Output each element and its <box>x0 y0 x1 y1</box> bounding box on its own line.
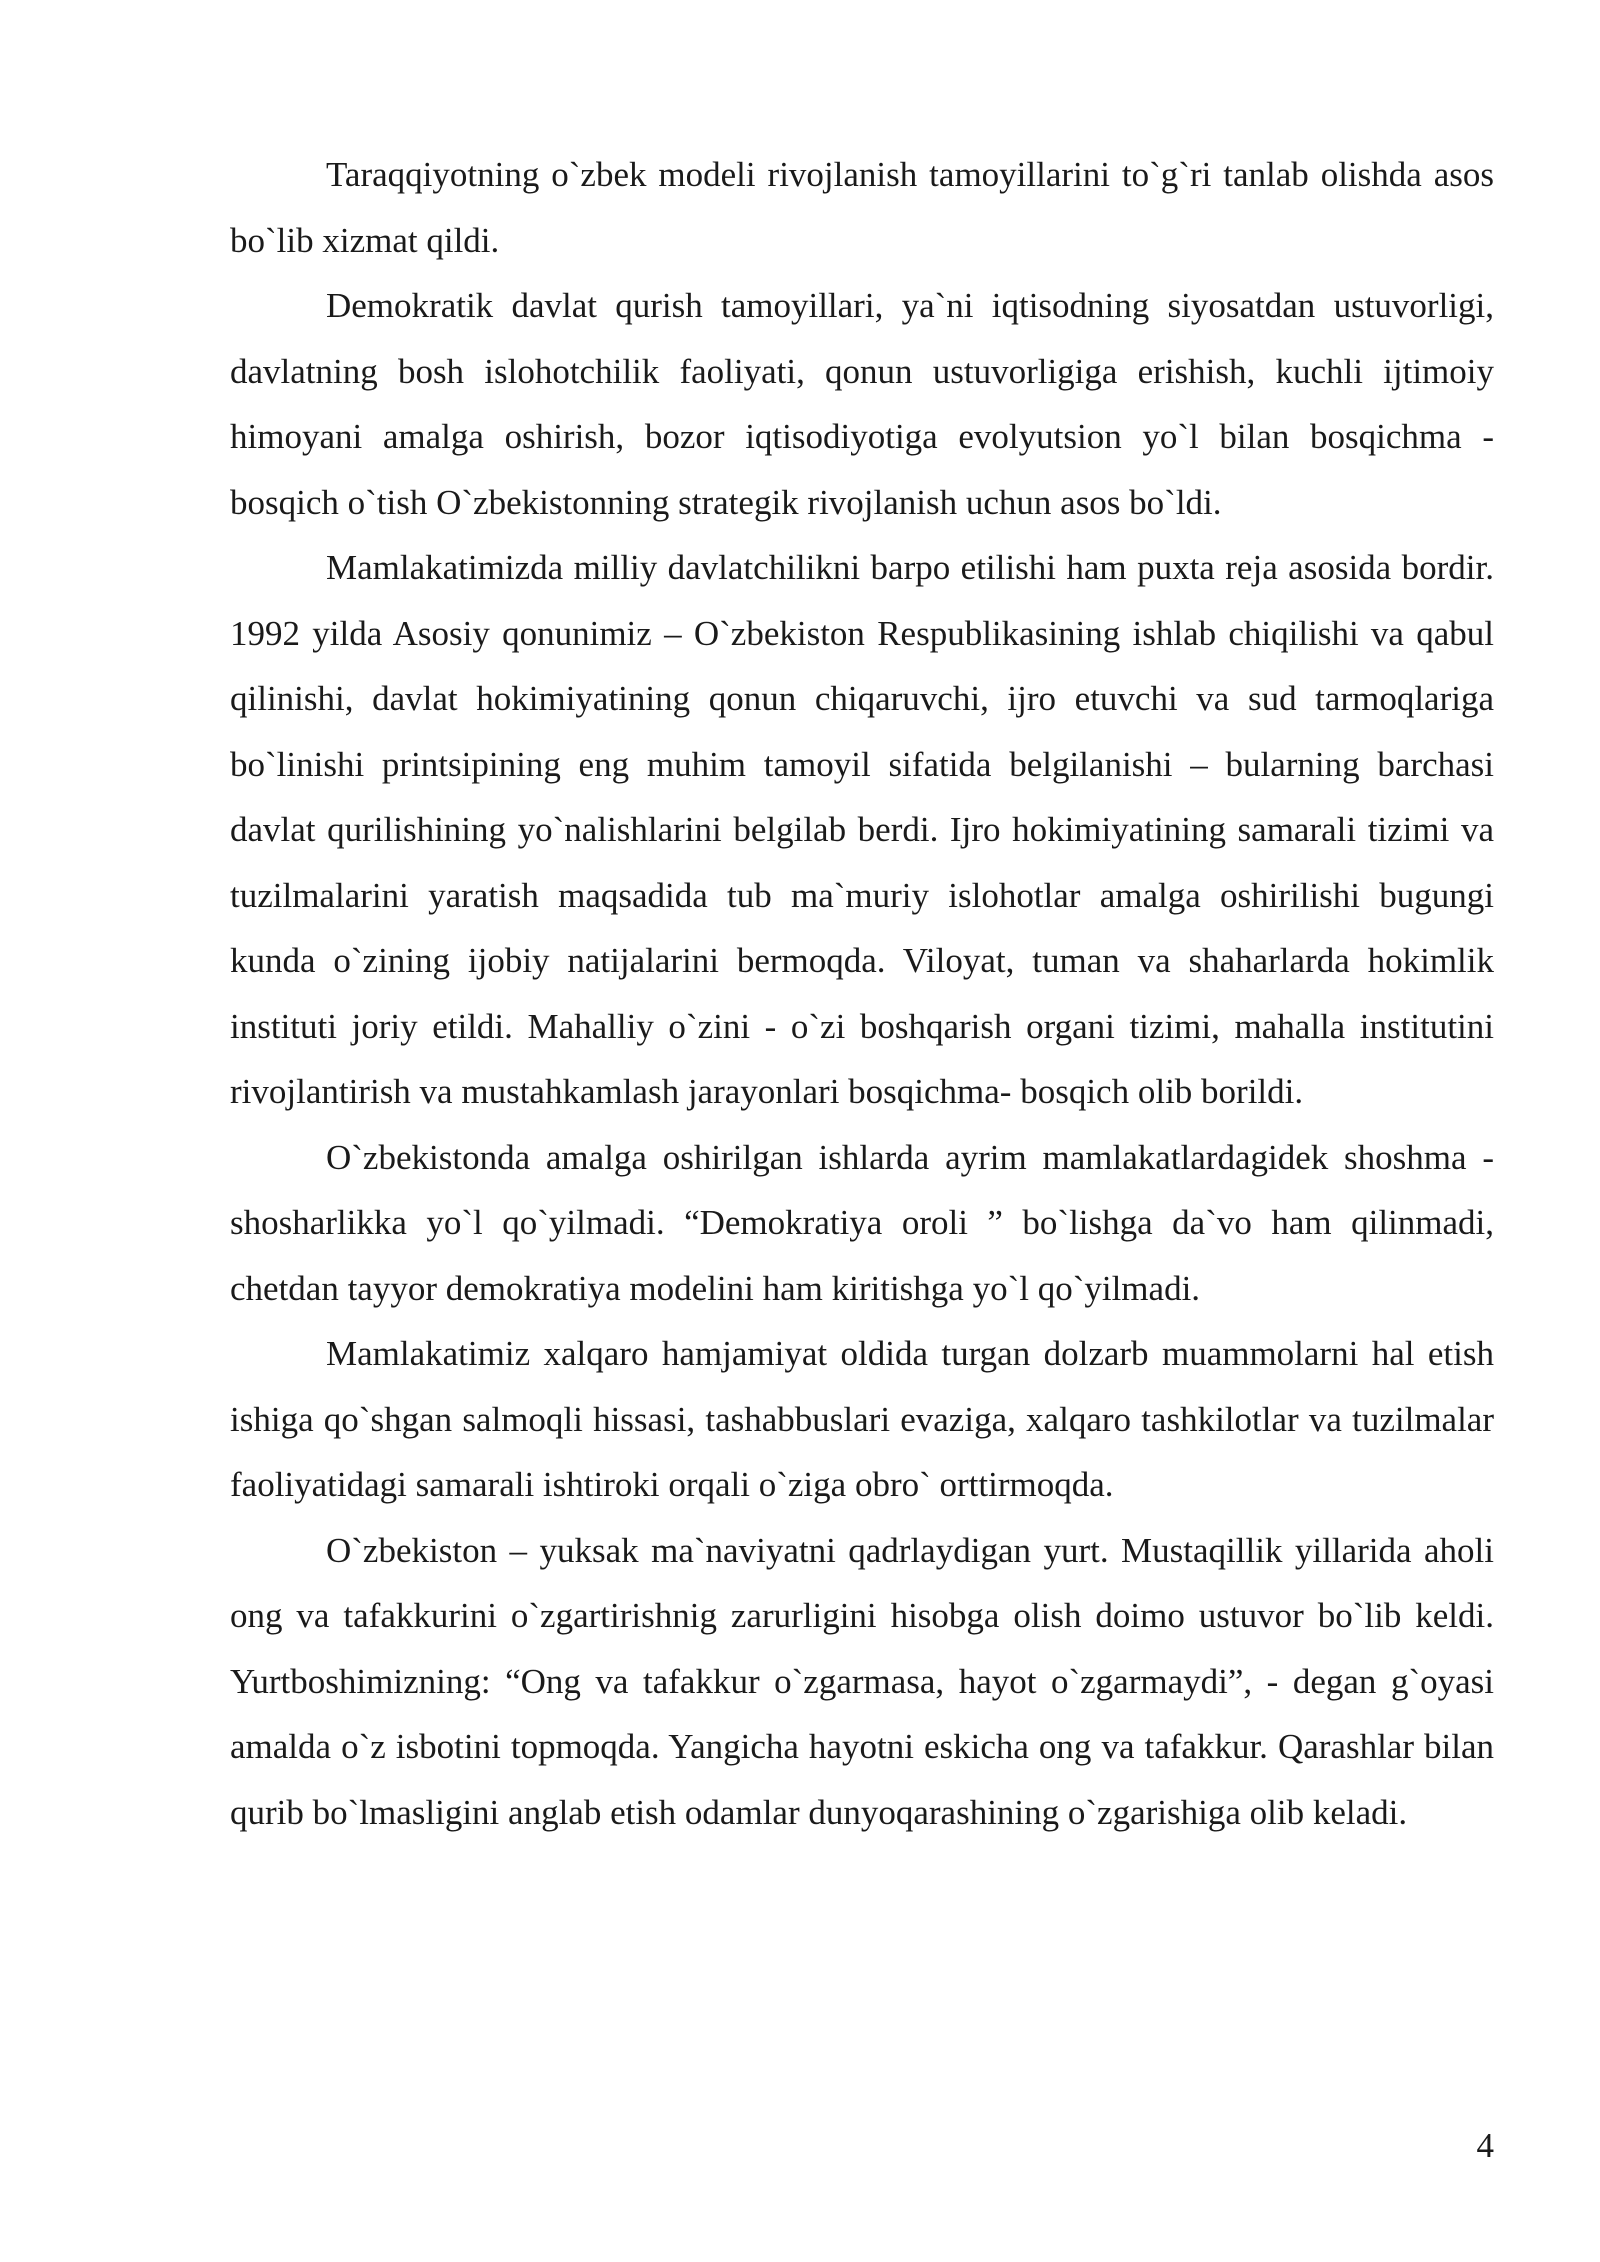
paragraph-5: Mamlakatimiz xalqaro hamjamiyat oldida turgan dolzarb muammolarni hal etish ishiga qo`shgan salmoqli hissasi, tashabbuslari evaziga, xalqaro tashkilotlar va tuzilmalar faoliyatidagi samarali ishtiroki orqali o`ziga obro` orttirmoqda. <box>230 1334 1494 1504</box>
paragraph-1: Taraqqiyotning o`zbek modeli rivojlanish tamoyillarini to`g`ri tanlab olishda asos bo`lib xizmat qildi. <box>230 155 1494 260</box>
page-number: 4 <box>1476 2126 1494 2165</box>
paragraph-6: O`zbekiston – yuksak ma`naviyatni qadrlaydigan yurt. Mustaqillik yillarida aholi ong va tafakkurini o`zgartirishnig zarurligini hisobga olish doimo ustuvor bo`lib keldi. Yurtboshimizning: “Ong va tafakkur o`zgarmasa, hayot o`zgarmaydi”, - degan g`oyasi amalda o`z isbotini topmoqda. Yangicha hayotni eskicha ong va tafakkur. Qarashlar bilan qurib bo`lmasligini anglab etish odamlar dunyoqarashining o`zgarishiga olib keladi. <box>230 1530 1494 1832</box>
document-body <box>230 142 1494 1845</box>
paragraph-4: O`zbekistonda amalga oshirilgan ishlarda ayrim mamlakatlardagidek shoshma - shosharlikka yo`l qo`yilmadi. “Demokratiya oroli ” bo`lishga da`vo ham qilinmadi, chetdan tayyor demokratiya modelini ham kiritishga yo`l qo`yilmadi. <box>230 1137 1494 1308</box>
paragraph-3: Mamlakatimizda milliy davlatchilikni barpo etilishi ham puxta reja asosida bordir. 1992 yilda Asosiy qonunimiz – O`zbekiston Respublikasining ishlab chiqilishi va qabul qilinishi, davlat hokimiyatining qonun chiqaruvchi, ijro etuvchi va sud tarmoqlariga bo`linishi printsipining eng muhim tamoyil sifatida belgilanishi – bularning barchasi davlat qurilishining yo`nalishlarini belgilab berdi. Ijro hokimiyatining samarali tizimi va tuzilmalarini yaratish maqsadida tub ma`muriy islohotlar amalga oshirilishi bugungi kunda o`zining ijobiy natijalarini bermoqda. Viloyat, tuman va shaharlarda hokimlik instituti joriy etildi. Mahalliy o`zini - o`zi boshqarish organi tizimi, mahalla institutini rivojlantirish va mustahkamlash jarayonlari bosqichma- bosqich olib borildi. <box>230 548 1494 1111</box>
paragraph-2: Demokratik davlat qurish tamoyillari, ya`ni iqtisodning siyosatdan ustuvorligi, davlatning bosh islohotchilik faoliyati, qonun ustuvorligiga erishish, kuchli ijtimoiy himoyani amalga oshirish, bozor iqtisodiyotiga evolyutsion yo`l bilan bosqichma - bosqich o`tish O`zbekistonning strategik rivojlanish uchun asos bo`ldi. <box>230 286 1494 522</box>
